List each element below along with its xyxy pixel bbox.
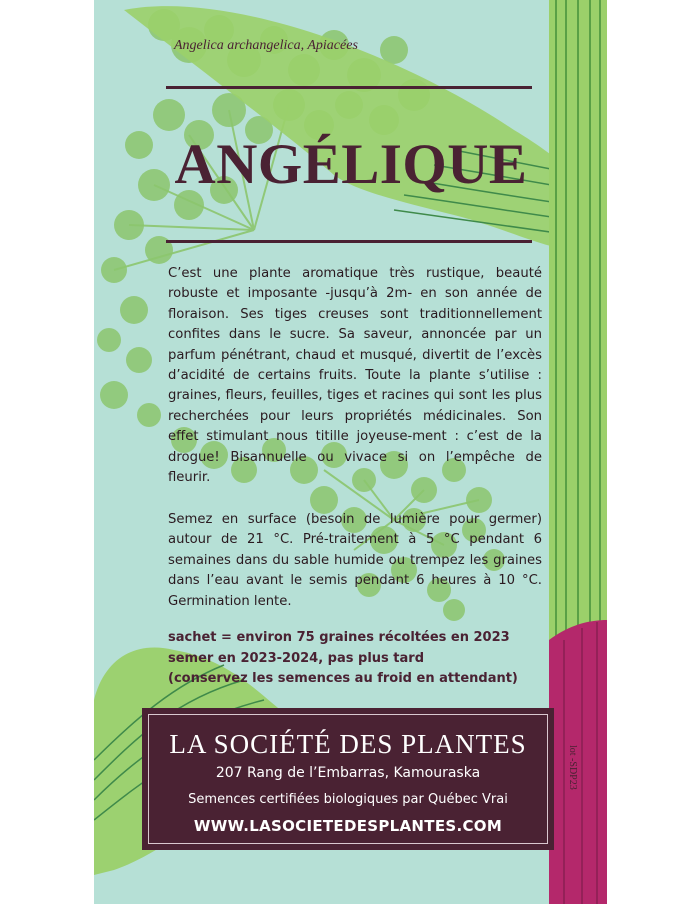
packet-quantity: sachet = environ 75 graines récoltées en 2023 xyxy=(168,630,510,645)
page-title: ANGÉLIQUE xyxy=(174,133,528,196)
company-footer xyxy=(142,708,554,850)
company-address: 207 Rang de l’Embarras, Kamouraska xyxy=(215,765,481,781)
packet-sow-by: semer en 2023-2024, pas plus tard xyxy=(168,650,425,666)
title-rule-bottom xyxy=(166,240,532,243)
latin-name: Angelica archangelica, Apiacées xyxy=(174,38,358,53)
website-link[interactable]: WWW.LASOCIETEDESPLANTES.COM xyxy=(193,817,503,835)
organic-certification: Semences certifiées biologiques par Québec Vrai xyxy=(188,792,508,807)
plant-description: C’est une plante aromatique très rustique, beauté robuste et imposante -jusqu’à 2m- en son année de floraison. Ses tiges creuses sont traditionnellement confites dans le sucre. Sa saveur, annoncée par un parfum pénétrant, chaud et musqué, divertit de l’excès d’acidité de certains fruits. Toute la plante s’utilise : graines, fleurs, feuilles, tiges et racines qui sont les plus recherchées pour leurs propriétés médicinales. Son effet stimulant nous titille joyeuse-ment : c’est de la drogue! Bisannuelle ou vivace si on l’empêche de fleurir. xyxy=(168,266,542,486)
packet-storage: (conservez les semences au froid en attendant) xyxy=(168,671,518,686)
footer-frame xyxy=(148,714,548,844)
title-rule-top xyxy=(166,86,532,89)
seed-packet-back xyxy=(94,0,607,904)
lot-number: lot -SDP23 xyxy=(567,745,578,790)
sowing-instructions: Semez en surface (besoin de lumière pour germer) autour de 21 °C. Pré-traitement à 5 °C pendant 6 semaines dans du sable humide ou trempez les graines dans l’eau avant le semis pendant 6 heures à 10 °C. Germination lente. xyxy=(168,512,542,609)
company-name: LA SOCIÉTÉ DES PLANTES xyxy=(169,729,527,759)
packet-info xyxy=(168,628,548,690)
stems-right xyxy=(549,0,607,904)
